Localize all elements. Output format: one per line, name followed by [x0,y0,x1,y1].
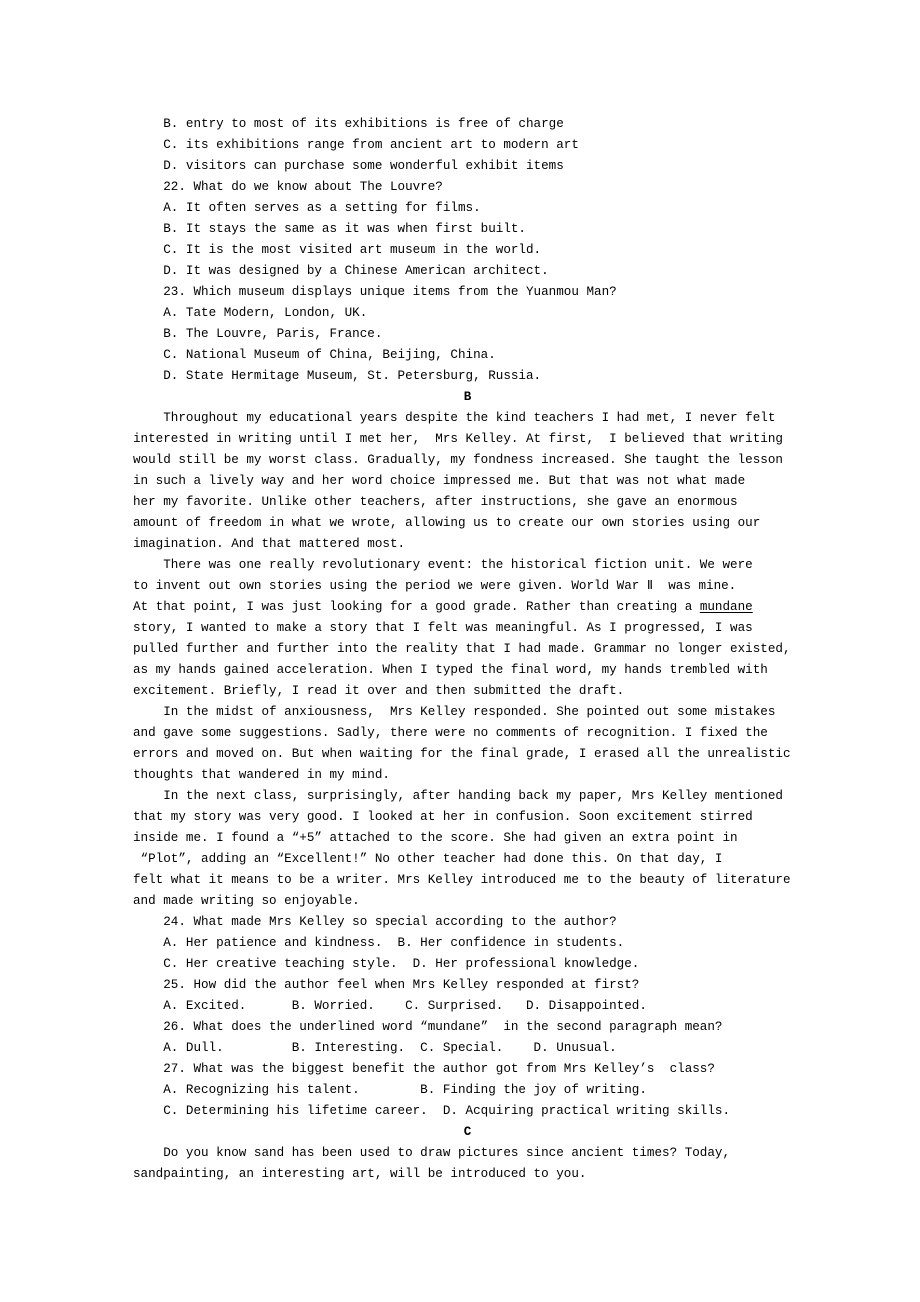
text-segment: imagination. And that mattered most. [133,537,406,551]
text-line [133,723,802,744]
text-line [133,576,802,597]
text-segment: C [463,1125,472,1139]
text-segment: 25. How did the author feel when Mrs Kelley responded at first? [133,978,640,992]
text-segment: D. visitors can purchase some wonderful exhibit items [133,159,564,173]
text-line [133,618,802,639]
text-line [133,345,802,366]
text-line [133,660,802,681]
text-line [133,891,802,912]
text-segment: Do you know sand has been used to draw pictures since ancient times? Today, [133,1146,731,1160]
text-segment: interested in writing until I met her, Mrs Kelley. At first, I believed that writing [133,432,783,446]
text-segment: 23. Which museum displays unique items from the Yuanmou Man? [133,285,617,299]
text-line [133,639,802,660]
text-line [133,786,802,807]
text-line [133,933,802,954]
text-line [133,261,802,282]
text-segment: 27. What was the biggest benefit the author got from Mrs Kelley’s class? [133,1062,715,1076]
text-segment: A. Excited. B. Worried. C. Surprised. D. Disappointed. [133,999,647,1013]
text-line [133,870,802,891]
text-segment: 24. What made Mrs Kelley so special according to the author? [133,915,617,929]
text-line [133,135,802,156]
text-segment: and made writing so enjoyable. [133,894,360,908]
text-line [133,177,802,198]
text-segment: story, I wanted to make a story that I felt was meaningful. As I progressed, I was [133,621,753,635]
text-line [133,282,802,303]
text-segment: “Plot”, adding an “Excellent!” No other teacher had done this. On that day, I [133,852,723,866]
text-line [133,408,802,429]
text-line [133,156,802,177]
text-segment: Throughout my educational years despite the kind teachers I had met, I never felt [133,411,776,425]
text-segment: that my story was very good. I looked at her in confusion. Soon excitement stirred [133,810,753,824]
text-line [133,912,802,933]
section-heading [133,387,802,408]
text-segment: C. its exhibitions range from ancient art to modern art [133,138,579,152]
text-line [133,702,802,723]
text-segment: A. Her patience and kindness. B. Her confidence in students. [133,936,625,950]
text-line [133,1164,802,1185]
text-line [133,828,802,849]
text-segment: C. National Museum of China, Beijing, China. [133,348,496,362]
text-segment: sandpainting, an interesting art, will be introduced to you. [133,1167,587,1181]
text-segment: in such a lively way and her word choice impressed me. But that was not what made [133,474,746,488]
text-segment: B. It stays the same as it was when first built. [133,222,526,236]
text-segment: 22. What do we know about The Louvre? [133,180,443,194]
text-segment: B [463,390,472,404]
text-line [133,429,802,450]
text-segment: 26. What does the underlined word “mundane” in the second paragraph mean? [133,1020,723,1034]
text-segment: excitement. Briefly, I read it over and then submitted the draft. [133,684,625,698]
text-segment: A. Dull. B. Interesting. C. Special. D. Unusual. [133,1041,617,1055]
section-heading [133,1122,802,1143]
text-segment: amount of freedom in what we wrote, allowing us to create our own stories using our [133,516,761,530]
text-segment: felt what it means to be a writer. Mrs Kelley introduced me to the beauty of literature [133,873,791,887]
text-line [133,366,802,387]
underlined-word: mundane [699,600,753,614]
text-line [133,240,802,261]
text-segment: There was one really revolutionary event: the historical fiction unit. We were [133,558,753,572]
text-line [133,450,802,471]
text-line [133,1059,802,1080]
text-line [133,219,802,240]
text-line [133,513,802,534]
text-line [133,471,802,492]
text-line [133,996,802,1017]
text-line [133,303,802,324]
text-segment: C. Determining his lifetime career. D. Acquiring practical writing skills. [133,1104,731,1118]
text-line [133,198,802,219]
text-segment: would still be my worst class. Gradually, my fondness increased. She taught the lesson [133,453,783,467]
text-line [133,681,802,702]
text-line [133,954,802,975]
text-segment: A. Recognizing his talent. B. Finding the joy of writing. [133,1083,647,1097]
text-segment: B. The Louvre, Paris, France. [133,327,383,341]
text-line [133,849,802,870]
text-segment: pulled further and further into the reality that I had made. Grammar no longer existed, [133,642,791,656]
text-segment: D. It was designed by a Chinese American architect. [133,264,549,278]
text-line [133,534,802,555]
text-line [133,1017,802,1038]
text-segment: to invent out own stories using the period we were given. World War Ⅱ was mine. [133,579,737,593]
text-line [133,765,802,786]
text-line [133,1080,802,1101]
text-segment: as my hands gained acceleration. When I typed the final word, my hands trembled with [133,663,768,677]
text-segment: and gave some suggestions. Sadly, there were no comments of recognition. I fixed the [133,726,768,740]
text-line [133,114,802,135]
text-segment: her my favorite. Unlike other teachers, after instructions, she gave an enormous [133,495,738,509]
text-line [133,597,802,618]
text-segment: A. Tate Modern, London, UK. [133,306,368,320]
text-line [133,492,802,513]
text-segment: In the midst of anxiousness, Mrs Kelley responded. She pointed out some mistakes [133,705,776,719]
text-segment: C. Her creative teaching style. D. Her professional knowledge. [133,957,640,971]
text-segment: At that point, I was just looking for a good grade. Rather than creating a [133,600,700,614]
text-line [133,1143,802,1164]
text-line [133,1038,802,1059]
text-segment: errors and moved on. But when waiting for the final grade, I erased all the unrealistic [133,747,791,761]
text-segment: B. entry to most of its exhibitions is free of charge [133,117,564,131]
text-line [133,744,802,765]
text-line [133,555,802,576]
text-segment: thoughts that wandered in my mind. [133,768,390,782]
text-segment: C. It is the most visited art museum in the world. [133,243,542,257]
text-segment: D. State Hermitage Museum, St. Petersburg, Russia. [133,369,542,383]
text-segment: In the next class, surprisingly, after handing back my paper, Mrs Kelley mentioned [133,789,783,803]
text-segment: A. It often serves as a setting for films. [133,201,481,215]
text-line [133,807,802,828]
document-body [133,114,802,1185]
text-line [133,975,802,996]
text-line [133,1101,802,1122]
text-line [133,324,802,345]
text-segment: inside me. I found a “+5” attached to the score. She had given an extra point in [133,831,738,845]
